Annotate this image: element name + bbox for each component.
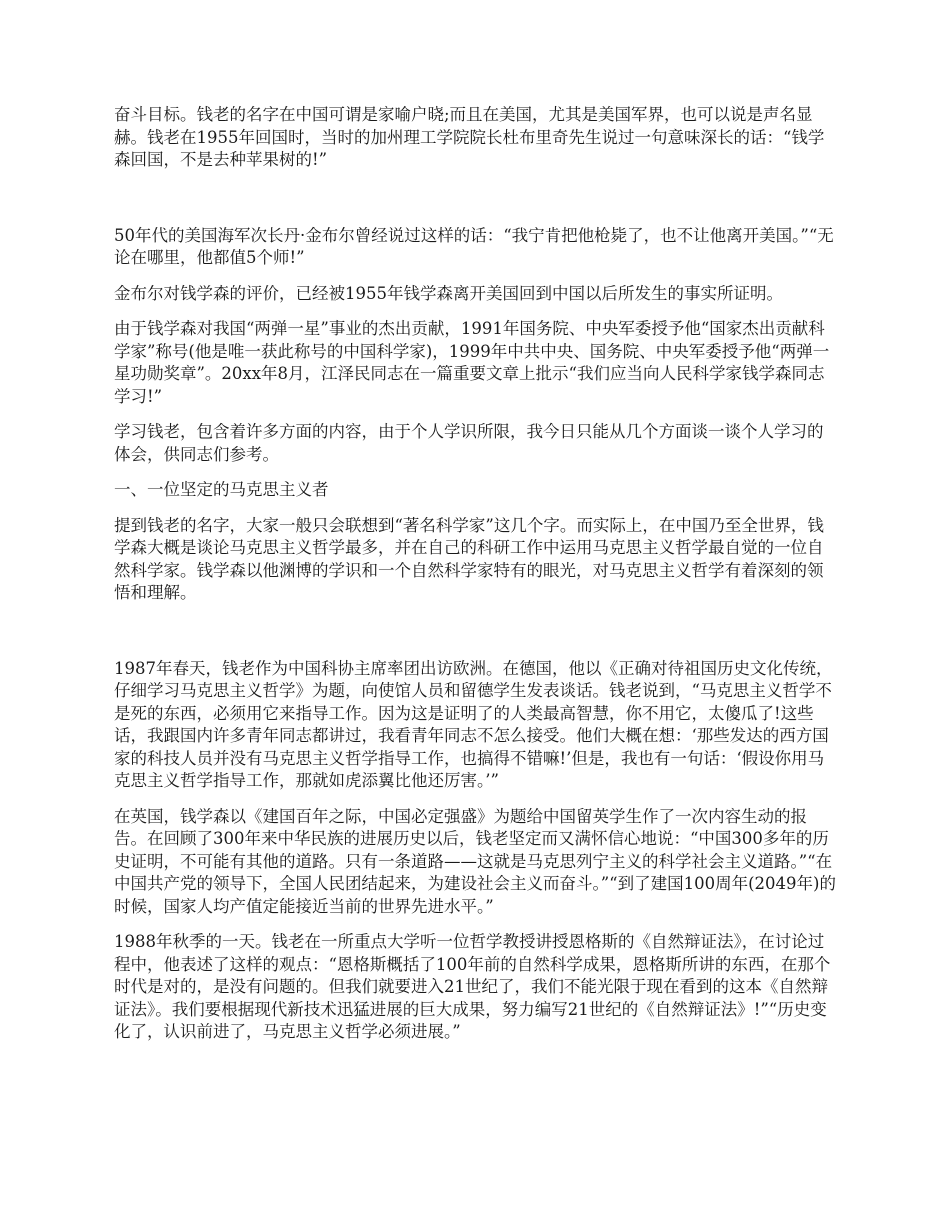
paragraph-england-report: 在英国，钱学森以《建国百年之际，中国必定强盛》为题给中国留英学生作了一次内容生动的报告。在回顾了300年来中华民族的进展历史以后，钱老坚定而又满怀信心地说：“中国300多年的历史证明，不可能有其他的道路。只有一条道路——这就是马克思列宁主义的科学社会主义道路。”“在中国共产党的领导下，全国人民团结起来，为建设社会主义而奋斗。”“到了建国100周年(2049年)的时候，国家人均产值定能接近当前的世界先进水平。” bbox=[114, 806, 836, 916]
section-heading-marxist: 一、一位坚定的马克思主义者 bbox=[114, 480, 329, 499]
paragraph-honors: 由于钱学森对我国“两弹一星”事业的杰出贡献，1991年国务院、中央军委授予他“国家杰出贡献科学家”称号(他是唯一获此称号的中国科学家)，1999年中共中央、国务院、中央军委授予他“两弹一星功勋奖章”。20xx年8月，江泽民同志在一篇重要文章上批示“我们应当向人民科学家钱学森同志学习!” bbox=[114, 319, 830, 406]
paragraph-marxist-philosophy: 提到钱老的名字，大家一般只会联想到“著名科学家”这几个字。而实际上，在中国乃至全世界，钱学森大概是谈论马克思主义哲学最多，并在自己的科研工作中运用马克思主义哲学最自觉的一位自然科学家。钱学森以他渊博的学识和一个自然科学家特有的眼光，对马克思主义哲学有着深刻的领悟和理解。 bbox=[114, 515, 824, 602]
paragraph-kimball-assessment: 金布尔对钱学森的评价，已经被1955年钱学森离开美国回到中国以后所发生的事实所证明。 bbox=[114, 283, 783, 303]
paragraph-learning-intro: 学习钱老，包含着许多方面的内容，由于个人学识所限，我今日只能从几个方面谈一谈个人学习的体会，供同志们参考。 bbox=[114, 422, 824, 464]
paragraph-kimball-quote: 50年代的美国海军次长丹·金布尔曾经说过这样的话：“我宁肯把他枪毙了，也不让他离开美国。”“无论在哪里，他都值5个师!” bbox=[114, 225, 834, 267]
paragraph-1988-dialectics: 1988年秋季的一天。钱老在一所重点大学听一位哲学教授讲授恩格斯的《自然辩证法》，在讨论过程中，他表述了这样的观点：“恩格斯概括了100年前的自然科学成果，恩格斯所讲的东西，在那个时代是对的，是没有问题的。但我们就要进入21世纪了，我们不能光限于现在看到的这本《自然辩证法》。我们要根据现代新技术迅猛进展的巨大成果，努力编写21世纪的《自然辩证法》!”“历史变化了，认识前进了，马克思主义哲学必须进展。” bbox=[114, 932, 831, 1041]
paragraph-qian-reputation: 奋斗目标。钱老的名字在中国可谓是家喻户晓;而且在美国，尤其是美国军界，也可以说是声名显赫。钱老在1955年回国时，当时的加州理工学院院长杜布里奇先生说过一句意味深长的话：“钱学森回国，不是去种苹果树的!” bbox=[114, 105, 825, 169]
paragraph-1987-germany: 1987年春天，钱老作为中国科协主席率团出访欧洲。在德国，他以《正确对待祖国历史文化传统，仔细学习马克思主义哲学》为题，向使馆人员和留德学生发表谈话。钱老说到，“马克思主义哲学不是死的东西，必须用它来指导工作。因为这是证明了的人类最高智慧，你不用它，太傻瓜了!这些话，我跟国内许多青年同志都讲过，我看青年同志不怎么接受。他们大概在想：‘那些发达的西方国家的科技人员并没有马克思主义哲学指导工作，也搞得不错嘛!’但是，我也有一句话：‘假设你用马克思主义哲学指导工作，那就如虎添翼比他还厉害。’” bbox=[114, 658, 833, 790]
